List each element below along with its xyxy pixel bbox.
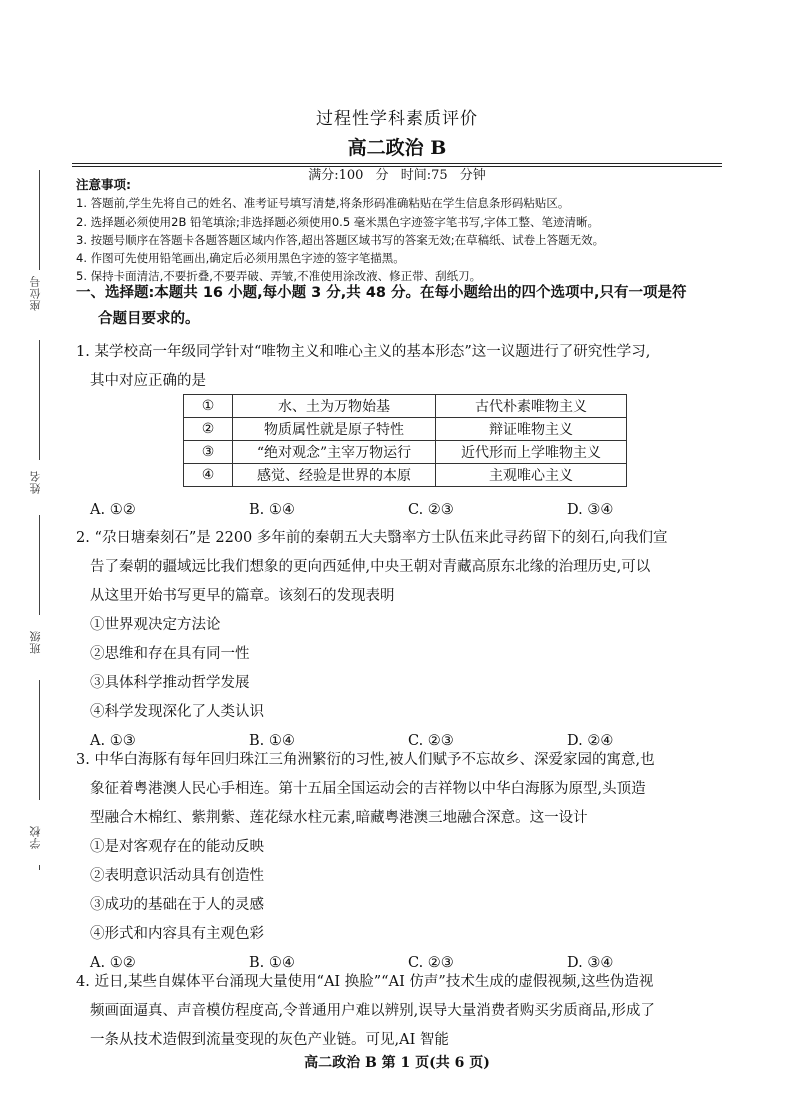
q4-line-3: 一条从技术造假到流量变现的灰色产业链。可见,AI 智能 [90,1032,449,1048]
choice-c: C. ②③ [408,955,454,971]
table-cell: 古代朴素唯物主义 [436,395,627,418]
binding-line [39,515,40,615]
table-cell: ① [184,395,233,418]
table-row [184,395,627,418]
table-cell: ③ [184,441,233,464]
choice-d: D. ③④ [567,502,614,518]
q3-option: ①是对客观存在的能动反映 [90,839,264,855]
exam-title: 过程性学科素质评价 [316,109,478,129]
q4-line-2: 频画面逼真、声音模仿程度高,令普通用户难以辨别,误导大量消费者购买劣质商品,形成了 [90,1003,655,1019]
q3-option: ③成功的基础在于人的灵感 [90,897,264,913]
choice-c: C. ②③ [408,502,454,518]
table-row [184,464,627,487]
table-cell: 物质属性就是原子特性 [233,418,436,441]
choice-b: B. ①④ [249,502,295,518]
table-cell: ② [184,418,233,441]
table-row [184,441,627,464]
q3-line-3: 型融合木棉红、紫荆紫、莲花绿水柱元素,暗藏粤港澳三地融合深意。这一设计 [90,810,588,826]
choice-d: D. ③④ [567,955,614,971]
table-cell: 感觉、经验是世界的本原 [233,464,436,487]
table-row [184,418,627,441]
question-2 [76,524,726,756]
table-cell: “绝对观念”主宰万物运行 [233,441,436,464]
q2-line-3: 从这里开始书写更早的篇章。该刻石的发现表明 [90,588,395,604]
choice-d: D. ②④ [567,733,614,749]
note-item: 5. 保持卡面清洁,不要折叠,不要弄破、弄皱,不准使用涂改液、修正带、刮纸刀。 [76,269,482,284]
choice-a: A. ①② [90,502,136,518]
section-line-2: 合题目要求的。 [98,311,200,327]
choice-c: C. ②③ [408,733,454,749]
q2-option: ①世界观决定方法论 [90,617,221,633]
notes-title: 注意事项: [76,177,131,192]
question-3 [76,746,726,978]
binding-line [39,170,40,270]
page-footer: 高二政治 B 第 1 页(共 6 页) [304,1055,490,1071]
q2-line-1: 2. “尕日塘秦刻石”是 2200 多年前的秦朝五大夫翳率方士队伍来此寻药留下的刻石,向我们宣 [76,530,668,546]
choice-b: B. ①④ [249,733,295,749]
choice-a: A. ①③ [90,733,136,749]
q1-choices-block [76,496,726,525]
table-cell: 主观唯心主义 [436,464,627,487]
name-label: 姓名 [29,470,42,494]
q4-line-1: 4. 近日,某些自媒体平台涌现大量使用“AI 换脸”“AI 仿声”技术生成的虚假视频,这些伪造视 [76,974,654,990]
question-4 [76,968,726,1055]
note-item: 1. 答题前,学生先将自己的姓名、准考证号填写清楚,将条形码准确粘贴在学生信息条形码粘贴区。 [76,196,570,211]
q2-option: ③具体科学推动哲学发展 [90,675,250,691]
exam-subject: 高二政治 B [347,137,447,159]
choice-a: A. ①② [90,955,136,971]
exam-meta: 满分:100 分 时间:75 分钟 [308,168,486,183]
school-label: 学校 [29,825,42,849]
q3-option: ④形式和内容具有主观色彩 [90,926,264,942]
note-item: 3. 按题号顺序在答题卡各题答题区域内作答,超出答题区域书写的答案无效;在草稿纸、试卷上答题无效。 [76,232,605,247]
q1-choices [76,496,726,525]
q1-table [183,394,627,487]
q2-option: ④科学发现深化了人类认识 [90,704,264,720]
q1-line-2: 其中对应正确的是 [90,373,206,389]
table-cell: 辩证唯物主义 [436,418,627,441]
question-1 [76,338,726,396]
class-label: 班级 [29,630,42,654]
binding-line [39,680,40,800]
table-cell: 水、土为万物始基 [233,395,436,418]
section-line-1: 一、选择题:本题共 16 小题,每小题 3 分,共 48 分。在每小题给出的四个选项中,只有一项是符 [76,285,687,301]
choice-b: B. ①④ [249,955,295,971]
header-rule-2 [72,166,722,167]
q3-line-2: 象征着粤港澳人民心手相连。第十五届全国运动会的吉祥物以中华白海豚为原型,头顶造 [90,781,646,797]
seat-label: 座位号 [29,275,42,311]
q3-option: ②表明意识活动具有创造性 [90,868,264,884]
header-rule [72,163,722,164]
binding-line [39,865,40,870]
q3-line-1: 3. 中华白海豚有每年回归珠江三角洲繁衍的习性,被人们赋予不忘故乡、深爱家园的寓意,也 [76,752,655,768]
table-cell: ④ [184,464,233,487]
binding-margin [26,170,54,870]
note-item: 2. 选择题必须使用2B 铅笔填涂;非选择题必须使用0.5 毫米黑色字迹签字笔书写,字体工整、笔迹清晰。 [76,214,599,229]
page-header [0,104,794,183]
q2-option: ②思维和存在具有同一性 [90,646,250,662]
note-item: 4. 作图可先使用铅笔画出,确定后必须用黑色字迹的签字笔描黑。 [76,251,405,266]
q1-line-1: 1. 某学校高一年级同学针对“唯物主义和唯心主义的基本形态”这一议题进行了研究性学习, [76,344,651,360]
notes-block [76,176,736,286]
table-cell: 近代形而上学唯物主义 [436,441,627,464]
binding-line [39,340,40,460]
section-heading [76,280,726,332]
q2-line-2: 告了秦朝的疆域远比我们想象的更向西延伸,中央王朝对青藏高原东北缘的治理历史,可以 [90,559,651,575]
